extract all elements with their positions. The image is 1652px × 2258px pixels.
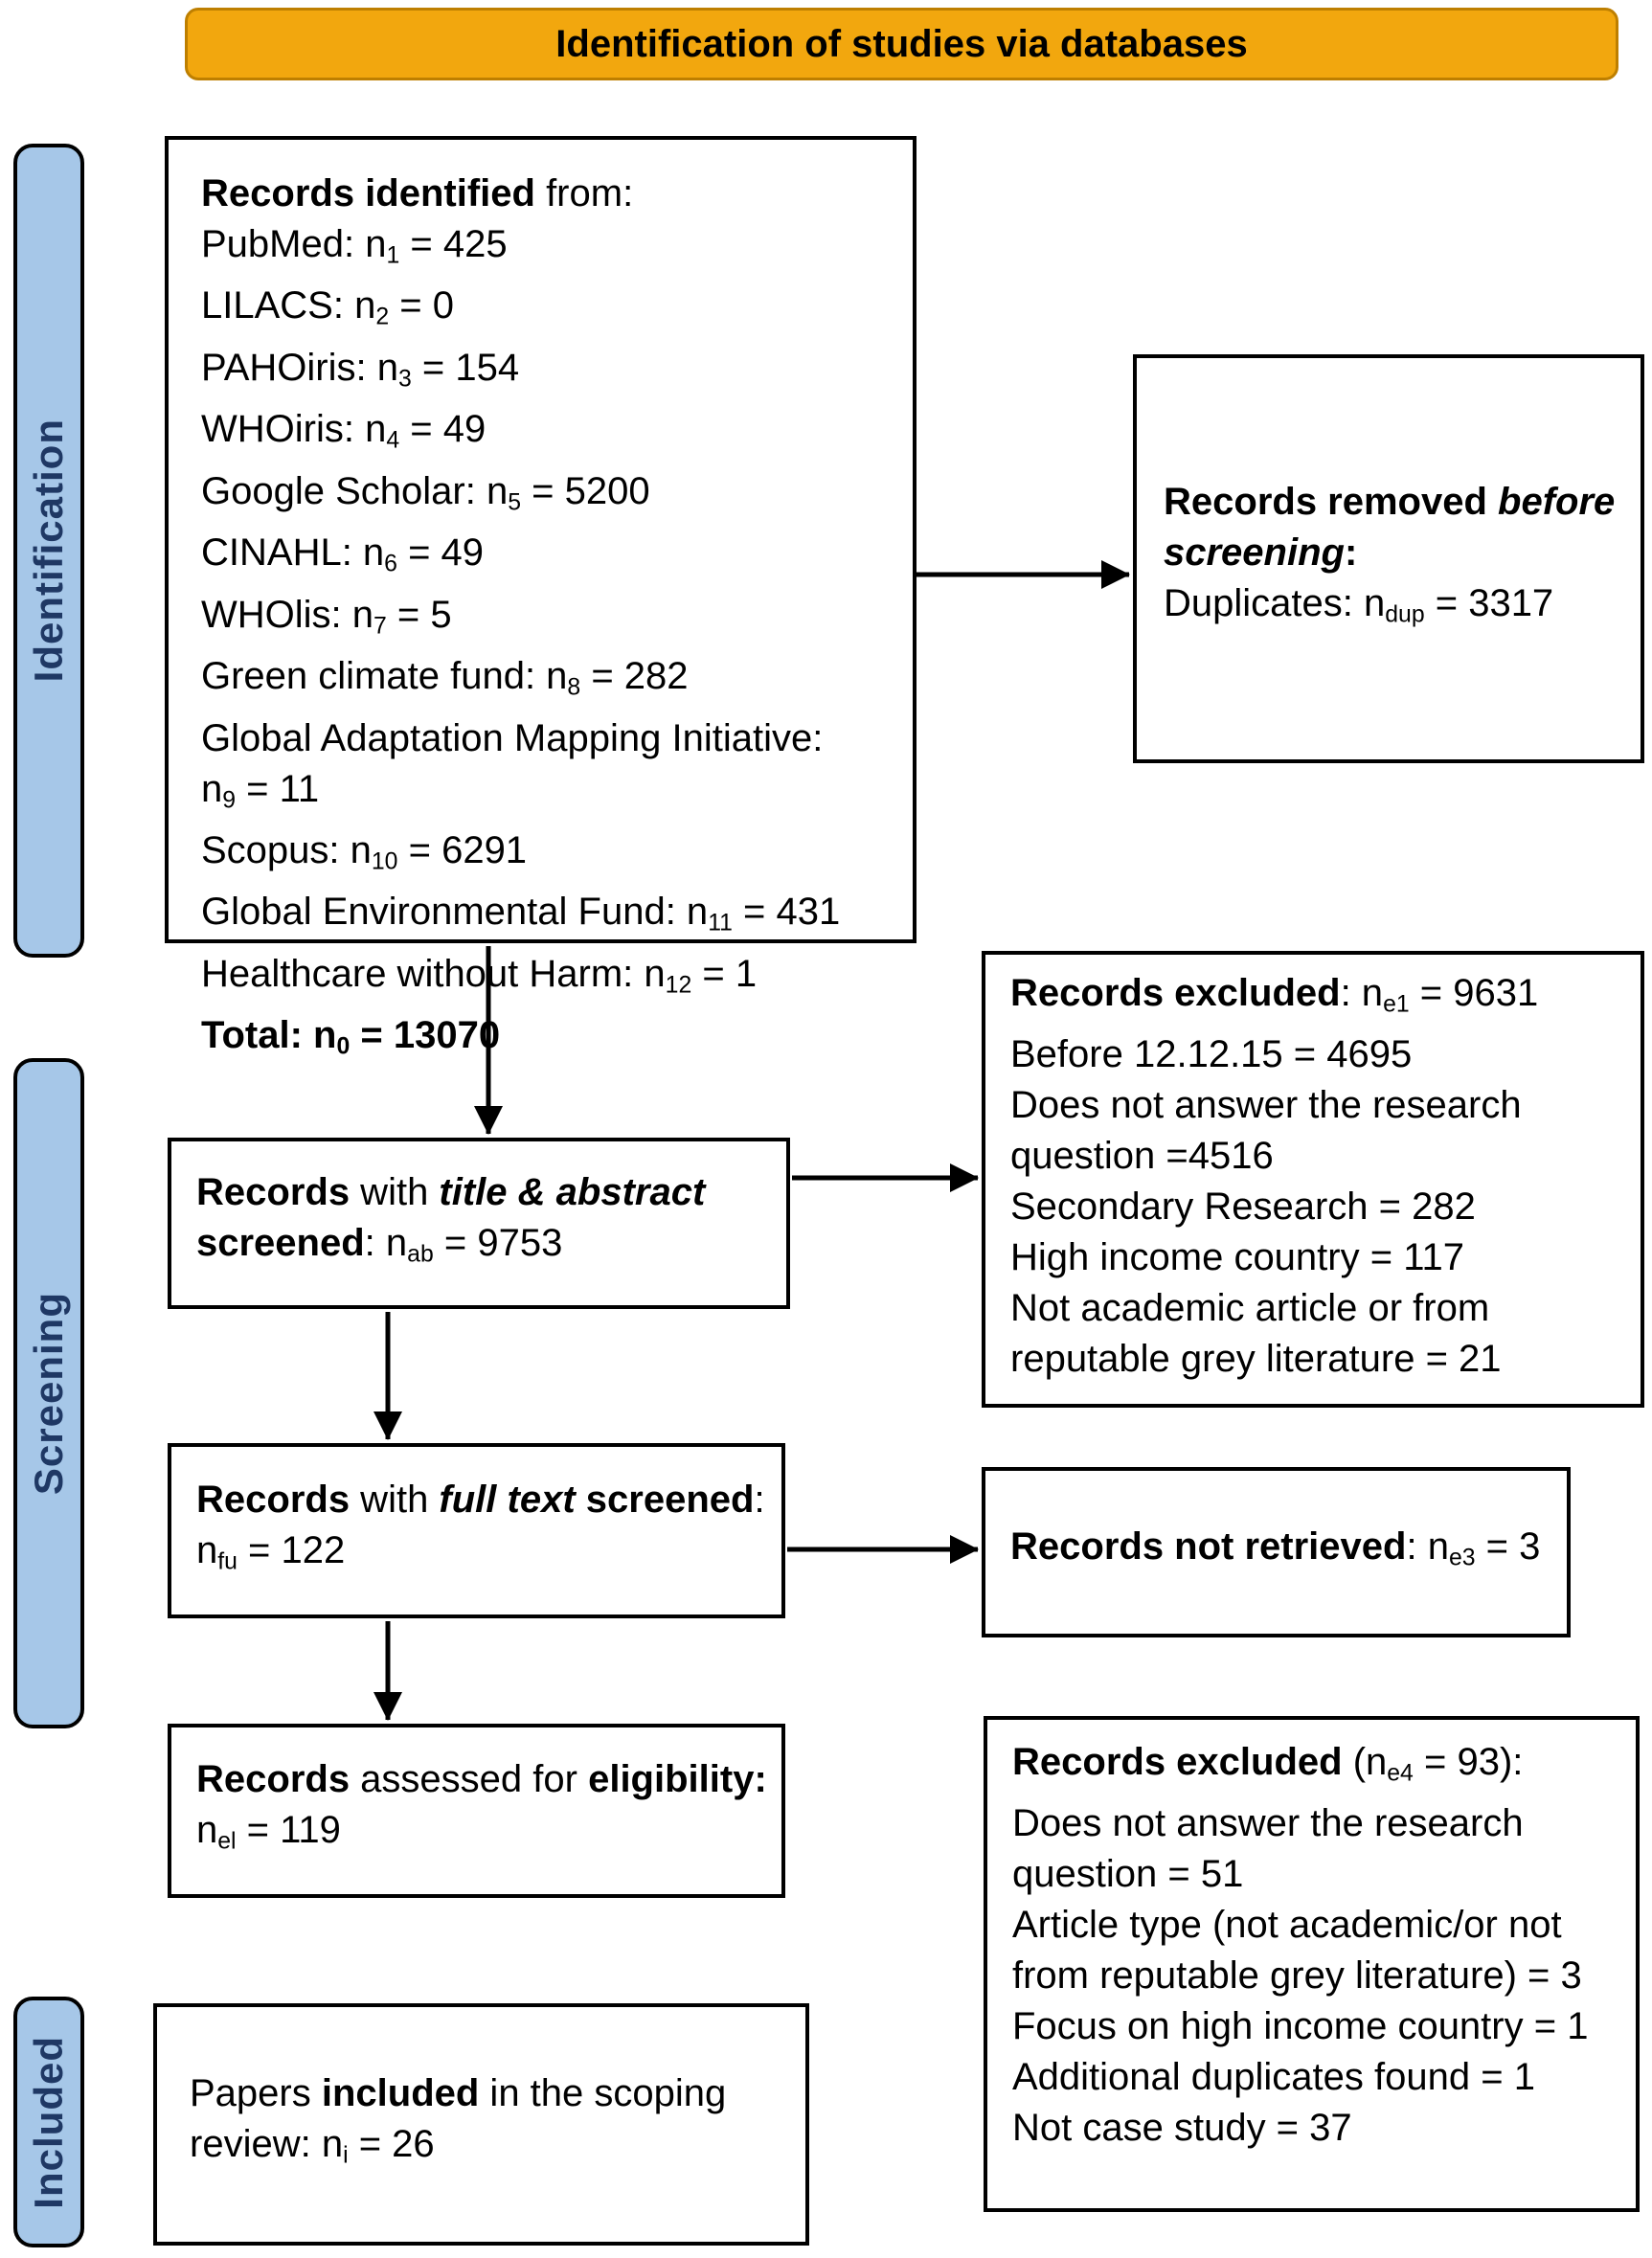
- records-not-retrieved-box: [982, 1467, 1571, 1637]
- text-line: High income country = 117: [1010, 1236, 1464, 1279]
- stage-label-text: Identification: [26, 418, 71, 683]
- stage-label-text: Screening: [26, 1291, 71, 1496]
- stage-label-included: [13, 1997, 84, 2247]
- text-line: Secondary Research = 282: [1010, 1185, 1476, 1229]
- text-line: Google Scholar: $n_5 = 5200$: [201, 469, 650, 516]
- text-line: Not case study = 37: [1012, 2107, 1352, 2150]
- text-line: CINAHL: $n_6 = 49$: [201, 531, 485, 577]
- text-line: review: $n_i = 26$: [190, 2122, 435, 2169]
- text-line: Does not answer the research: [1010, 1084, 1522, 1127]
- text-line: Article type (not academic/or not: [1012, 1904, 1562, 1947]
- text-line: $n_9 = 11$: [201, 767, 320, 813]
- text-line: Total: $n_0 = 13070$: [201, 1014, 501, 1060]
- text-line: Records not retrieved: $n_{e3} = 3$: [1010, 1524, 1541, 1571]
- text-line: screened: $n_{ab} = 9753$: [196, 1221, 563, 1268]
- text-line: question = 51: [1012, 1853, 1244, 1896]
- text-line: Green climate fund: $n_8 = 282$: [201, 655, 689, 701]
- text-line: reputable grey literature = 21: [1010, 1338, 1502, 1381]
- text-line: Global Adaptation Mapping Initiative:: [201, 716, 824, 759]
- stage-label-text: Included: [26, 2035, 71, 2209]
- text-line: Records removed before: [1164, 481, 1616, 524]
- diagram-title-banner: [185, 8, 1618, 80]
- text-line: Healthcare without Harm: $n_{12} = 1$: [201, 952, 758, 999]
- records-identified-box: [165, 136, 917, 1060]
- text-line: from reputable grey literature) = 3: [1012, 1954, 1582, 1998]
- text-line: $n_{el} = 119$: [196, 1809, 341, 1855]
- records-excluded-e1-box: [982, 951, 1644, 1408]
- stage-label-screening: [13, 1058, 84, 1728]
- full-text-screened-box: [168, 1443, 785, 1618]
- text-line: LILACS: $n_2 = 0$: [201, 284, 454, 330]
- text-line: screening:: [1164, 531, 1358, 575]
- text-line: WHOlis: $n_7 = 5$: [201, 593, 452, 640]
- title-abstract-screened-box: [168, 1138, 790, 1309]
- text-line: Scopus: $n_{10} = 6291$: [201, 828, 528, 875]
- records-excluded-e4-box: [984, 1716, 1640, 2212]
- text-line: Additional duplicates found = 1: [1012, 2056, 1535, 2099]
- text-line: Records with full text screened:: [196, 1478, 765, 1521]
- text-line: PAHOiris: $n_3 = 154$: [201, 346, 520, 393]
- text-line: $n_{fu} = 122$: [196, 1528, 346, 1575]
- text-line: Focus on high income country = 1: [1012, 2005, 1589, 2048]
- text-line: WHOiris: $n_4 = 49$: [201, 408, 487, 454]
- text-line: PubMed: $n_1 = 425$: [201, 223, 508, 269]
- text-line: Global Environmental Fund: $n_{11} = 431$: [201, 891, 841, 937]
- text-line: Not academic article or from: [1010, 1287, 1490, 1330]
- text-line: question =4516: [1010, 1135, 1274, 1178]
- text-line: Records assessed for eligibility:: [196, 1758, 767, 1801]
- text-line: Before 12.12.15 = 4695: [1010, 1033, 1413, 1076]
- papers-included-box: [153, 2003, 809, 2246]
- text-line: Records excluded $(n_{e4} = 93)$:: [1012, 1741, 1524, 1787]
- records-removed-before-screening-box: [1133, 354, 1644, 763]
- text-line: Records with title & abstract: [196, 1170, 706, 1213]
- text-line: Records identified from:: [201, 172, 634, 215]
- diagram-title: Identification of studies via databases: [555, 22, 1248, 65]
- stage-label-identification: [13, 144, 84, 958]
- text-line: Does not answer the research: [1012, 1802, 1524, 1845]
- text-line: Records excluded: $n_{e1} = 9631$: [1010, 972, 1539, 1018]
- text-line: Papers included in the scoping: [190, 2071, 727, 2114]
- assessed-for-eligibility-box: [168, 1724, 785, 1898]
- text-line: Duplicates: $n_{dup} = 3317$: [1164, 582, 1554, 628]
